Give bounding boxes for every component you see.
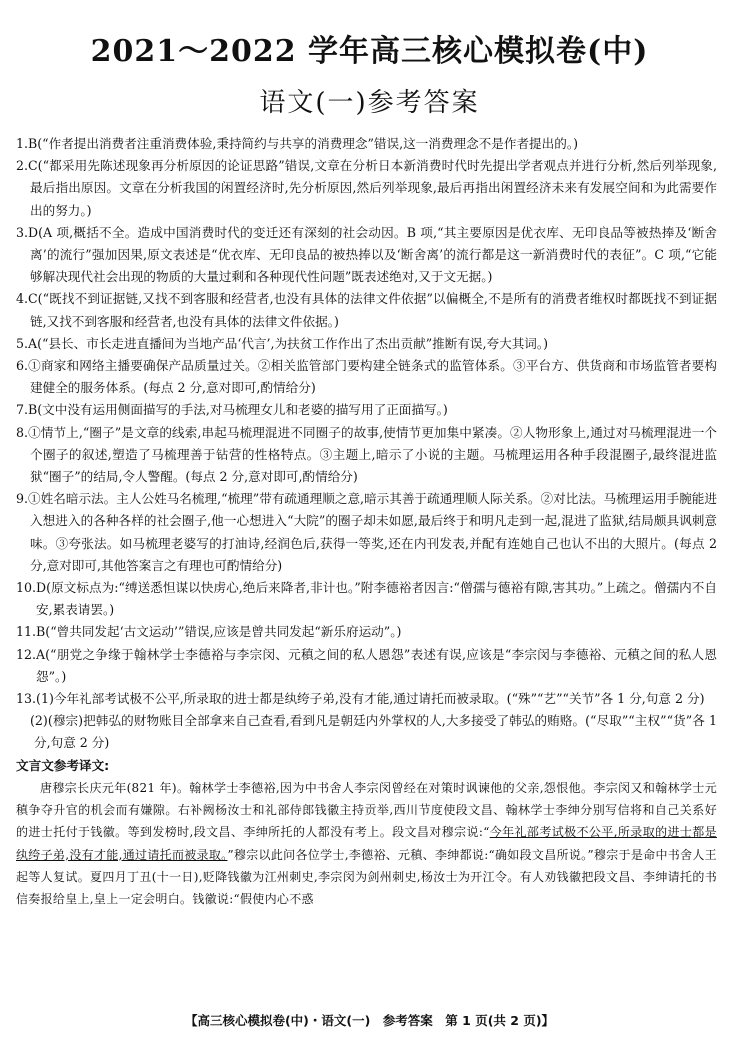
page-title: 2021～2022 学年高三核心模拟卷(中) — [90, 34, 649, 69]
answer-item-8: 8.①情节上,“圈子”是文章的线索,串起马梳理混进不同圈子的故事,使情节更加集中紧凑。②人物形象上,通过对马梳理混进一个个圈子的叙述,塑造了马梳理善于钻营的性格特点。③主题上,暗示了小说的主题。马梳理运用各种手段混圈子,最终混进监狱“圈子”的结局,令人警醒。(每点 2 分,意对即可,酌情给分) — [16, 424, 717, 485]
answer-item-13: 13.(1)今年礼部考试极不公平,所录取的进士都是纨绔子弟,没有才能,通过请托而被录取。(“殊”“艺”“关节”各 1 分,句意 2 分) — [16, 691, 705, 707]
answer-item-2: 2.C(“都采用先陈述现象再分析原因的论证思路”错误,文章在分析日本新消费时代时先提出学者观点并进行分析,然后列举现象,最后指出原因。文章在分析我国的闲置经济时,先分析原因,然后列举现象,最后再指出闲置经济未来有发展空间和为此需要作出的努力。) — [16, 158, 717, 218]
answer-item-11: 11.B(“曾共同发起‘古文运动’”错误,应该是曾共同发起“新乐府运动”。) — [16, 624, 402, 640]
answer-item-12: 12.A(“朋党之争缘于翰林学士李德裕与李宗闵、元稹之间的私人恩怨”表述有误,应该是“李宗闵与李德裕、元稹之间的私人恩怨”。) — [16, 646, 717, 684]
page-subtitle: 语文(一)参考答案 — [259, 88, 480, 118]
answer-item-6: 6.①商家和网络主播要确保产品质量过关。②相关监管部门要构建全链条式的监管体系。③平台方、供货商和市场监管者要构建健全的服务体系。(每点 2 分,意对即可,酌情给分) — [16, 358, 717, 396]
translation-part2: ”穆宗以此问各位学士,李德裕、元稹、李绅都说:“确如段文昌所说。”穆宗于是命中书舍人王起等人复试。夏四月丁丑(十一日),贬降钱徽为江州刺史,李宗闵为剑州刺史,杨汝士为开江令。有人劝钱徽把段文昌、李绅请托的书信奏报给皇上,皇上一定会明白。钱徽说:“假使内心不惑 — [16, 847, 717, 906]
translation-heading: 文言文参考译文: — [16, 757, 110, 773]
page-footer: 【高三核心模拟卷(中)・语文(一) 参考答案 第 1 页(共 2 页)】 — [184, 1013, 555, 1028]
answer-body — [16, 133, 717, 910]
answer-item-13-part2: (2)(穆宗)把韩弘的财物账目全部拿来自己查看,看到凡是朝廷内外掌权的人,大多接受了韩弘的贿赂。(“尽取”“主权”“货”各 1 分,句意 2 分) — [30, 713, 717, 751]
answer-item-3: 3.D(A 项,概括不全。造成中国消费时代的变迁还有深刻的社会动因。B 项,“其主要原因是优衣库、无印良品等被热捧及‘断舍离’的流行”强加因果,原文表述是“优衣库、无印良品的被热捧以及‘断舍离’的流行都是这一新消费时代的表征”。C 项,“它能够解决现代社会出现的物质的大量过剩和各种现代性问题”既表述绝对,又于文无据。) — [16, 224, 717, 285]
answer-item-10: 10.D(原文标点为:“缚送悉怛谋以快虏心,绝后来降者,非计也。”附李德裕者因言:“僧孺与德裕有隙,害其功。”上疏之。僧孺内不自安,累表请罢。) — [16, 580, 718, 618]
answer-item-9: 9.①姓名暗示法。主人公姓马名梳理,“梳理”带有疏通理顺之意,暗示其善于疏通理顺人际关系。②对比法。马梳理运用手腕能进入想进入的各种各样的社会圈子,他一心想进入“大院”的圈子却未如愿,最后终于和明凡走到一起,混进了监狱,结局颇具讽刺意味。③夸张法。如马梳理老婆写的打油诗,经润色后,获得一等奖,还在内刊发表,并配有连她自己也认不出的大照片。(每点 2 分,意对即可,其他答案言之有理也可酌情给分) — [16, 491, 717, 573]
answer-item-7: 7.B(文中没有运用侧面描写的手法,对马梳理女儿和老婆的描写用了正面描写。) — [16, 402, 448, 418]
translation-text — [16, 777, 717, 910]
answer-item-1: 1.B(“作者提出消费者注重消费体验,秉持简约与共享的消费理念”错误,这一消费理念不是作者提出的。) — [16, 136, 579, 151]
answer-item-5: 5.A(“县长、市长走进直播间为当地产品‘代言’,为扶贫工作作出了杰出贡献”推断有误,夸大其词。) — [16, 335, 549, 351]
answer-item-4: 4.C(“既找不到证据链,又找不到客服和经营者,也没有具体的法律文件依据”以偏概全,不是所有的消费者维权时都既找不到证据链,又找不到客服和经营者,也没有具体的法律文件依据。) — [16, 291, 717, 329]
translation-part1: 唐穆宗长庆元年(821 年)。翰林学士李德裕,因为中书舍人李宗闵曾经在对策时讽谏他的父亲,怨恨他。李宗闵又和翰林学士元稹争夺升官的机会而有嫌隙。右补阙杨汝士和礼部侍郎钱徽主持贡举,西川节度使段文昌、翰林学士李绅分别写信将和自己关系好的进士托付于钱徽。等到发榜时,段文昌、李绅所托的人都没有考上。段文昌对穆宗说:“ — [16, 780, 717, 840]
translation-underlined: 今年礼部考试极不公平,所录取的进士都是纨绔子弟,没有才能,通过请托而被录取。 — [16, 825, 717, 862]
